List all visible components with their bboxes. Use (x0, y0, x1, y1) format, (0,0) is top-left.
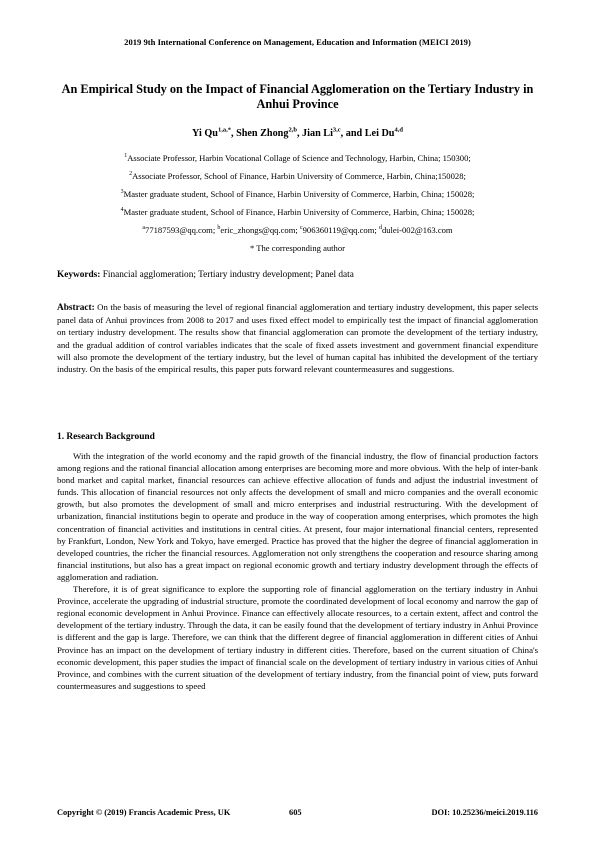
email-address: eric_zhongs@qq.com; (220, 225, 300, 235)
email-line (0, 221, 595, 239)
author-affiliation-mark: 2,b (288, 126, 297, 134)
affiliation-text: Master graduate student, School of Finance, Harbin University of Commerce, Harbin, China; 150028; (123, 207, 475, 217)
email-mark: b (217, 225, 221, 232)
affiliation-line (0, 149, 595, 167)
abstract-label: Abstract: (57, 303, 95, 313)
body-paragraph: With the integration of the world economy and the rapid growth of the financial industry, the flow of financial production factors among regions and the rational financial allocation among enterprises are becoming more and more obvious. With the help of inter-bank bond market and capital market, financial resources can achieve effective allocation of funds and adjust the industrial investment of funds. This allocation of financial resources not only affects the development of small and micro companies and the overall economic growth, but also promotes the development of small and micro enterprises and industrial restructuring. With the development of urbanization, financial institutions begin to operate and produce in the way of cooperation among enterprises, which promotes the high concentration of financial activities and institutions in central cities. At present, four major international financial centers, represented by Frankfurt, London, New York and Tokyo, have emerged. Practice has proved that the higher the degree of financial agglomeration in developed countries, the richer the financial resources. Agglomeration not only strengthens the cooperation and resource sharing among financial institutions, but also has a great impact on regional economic growth and tertiary industry development through the effects of agglomeration and radiation. (57, 451, 538, 582)
affiliation-line (0, 203, 595, 221)
affiliation-mark: 1 (124, 153, 128, 160)
author-affiliation-mark: 3,c (332, 126, 341, 134)
affiliation-text: Associate Professor, Harbin Vocational Collage of Science and Technology, Harbin, China; 150300; (127, 153, 471, 163)
author-name: Shen Zhong (236, 128, 289, 139)
affiliation-text: Master graduate student, School of Finance, Harbin University of Commerce, Harbin, China; 150028; (123, 189, 475, 199)
affiliation-mark: 3 (120, 189, 124, 196)
copyright-notice: Copyright © (2019) Francis Academic Press, UK (57, 808, 231, 817)
email-mark: c (299, 225, 303, 232)
author-list (0, 128, 595, 139)
page-footer (57, 808, 538, 820)
author-separator: , (230, 128, 237, 139)
body-paragraph: Therefore, it is of great significance to explore the supporting role of financial agglomeration on the tertiary industry in Anhui Province, accelerate the upgrading of industrial structure, promote the coordinated development of local economy and narrow the gap of regional economic development in Anhui Province. Finance can effectively allocate resources, to a certain extent, affect and control the development of the tertiary industry. Through the data, it can be easily found that the development of tertiary industry in Anhui Province is different and the gap is large. Therefore, we can think that the different degree of financial agglomeration in different cities of Anhui Province has an impact on the development of tertiary industry in different cities. Therefore, based on the current situation of China's economic development, this paper studies the impact of financial scale on the development of tertiary industry in various cities of Anhui Province, and combines with the current situation of the development of tertiary industry, from the financial point of view, puts forward countermeasures and suggestions to speed (57, 584, 538, 691)
email-address: 906360119@qq.com; (302, 225, 379, 235)
keywords (57, 270, 537, 280)
affiliation-text: Associate Professor, School of Finance, Harbin University of Commerce, Harbin, China;150028; (132, 171, 466, 181)
email-address: 77187593@qq.com; (145, 225, 218, 235)
author-separator: , (296, 128, 303, 139)
conference-header: 2019 9th International Conference on Management, Education and Information (MEICI 2019) (124, 37, 471, 47)
keywords-text: Financial agglomeration; Tertiary industry development; Panel data (102, 270, 354, 280)
email-mark: a (142, 225, 146, 232)
corresponding-author-note: * The corresponding author (249, 243, 346, 253)
author-separator: , and (340, 128, 365, 139)
author-name: Jian Li (302, 128, 333, 139)
author-name: Lei Du (364, 128, 395, 139)
author-name: Yi Qu (192, 128, 218, 139)
affiliation-list (0, 149, 595, 257)
abstract-text: On the basis of measuring the level of regional financial agglomeration and tertiary industry development, this paper selects panel data of Anhui provinces from 2008 to 2017 and uses fixed effect model to empirically test the impact of financial agglomeration on tertiary industry development. The results show that financial agglomeration can promote the development of the tertiary industry, and the gradual addition of control variables indicates that the scale of fixed assets investment and government financial expenditure will also promote the development of the tertiary industry, but the level of human capital has inhibited the development of the tertiary industry. On the basis of the empirical results, this paper puts forward relevant countermeasures and suggestions. (57, 302, 538, 375)
paper-title: An Empirical Study on the Impact of Financial Agglomeration on the Tertiary Industry in Anhui Province (61, 82, 534, 111)
abstract (57, 301, 538, 375)
keywords-label: Keywords: (57, 270, 101, 280)
author-affiliation-mark: 4,d (394, 126, 403, 134)
page-number: 605 (289, 808, 302, 817)
doi: DOI: 10.25236/meici.2019.116 (431, 808, 538, 817)
email-address: dulei-002@163.com (381, 225, 453, 235)
affiliation-mark: 2 (129, 171, 133, 178)
author-affiliation-mark: 1,a,* (217, 126, 231, 134)
affiliation-line (0, 185, 595, 203)
section-body (57, 450, 538, 692)
email-mark: d (378, 225, 382, 232)
affiliation-line (0, 167, 595, 185)
affiliation-mark: 4 (120, 207, 124, 214)
section-heading: 1. Research Background (57, 432, 155, 442)
